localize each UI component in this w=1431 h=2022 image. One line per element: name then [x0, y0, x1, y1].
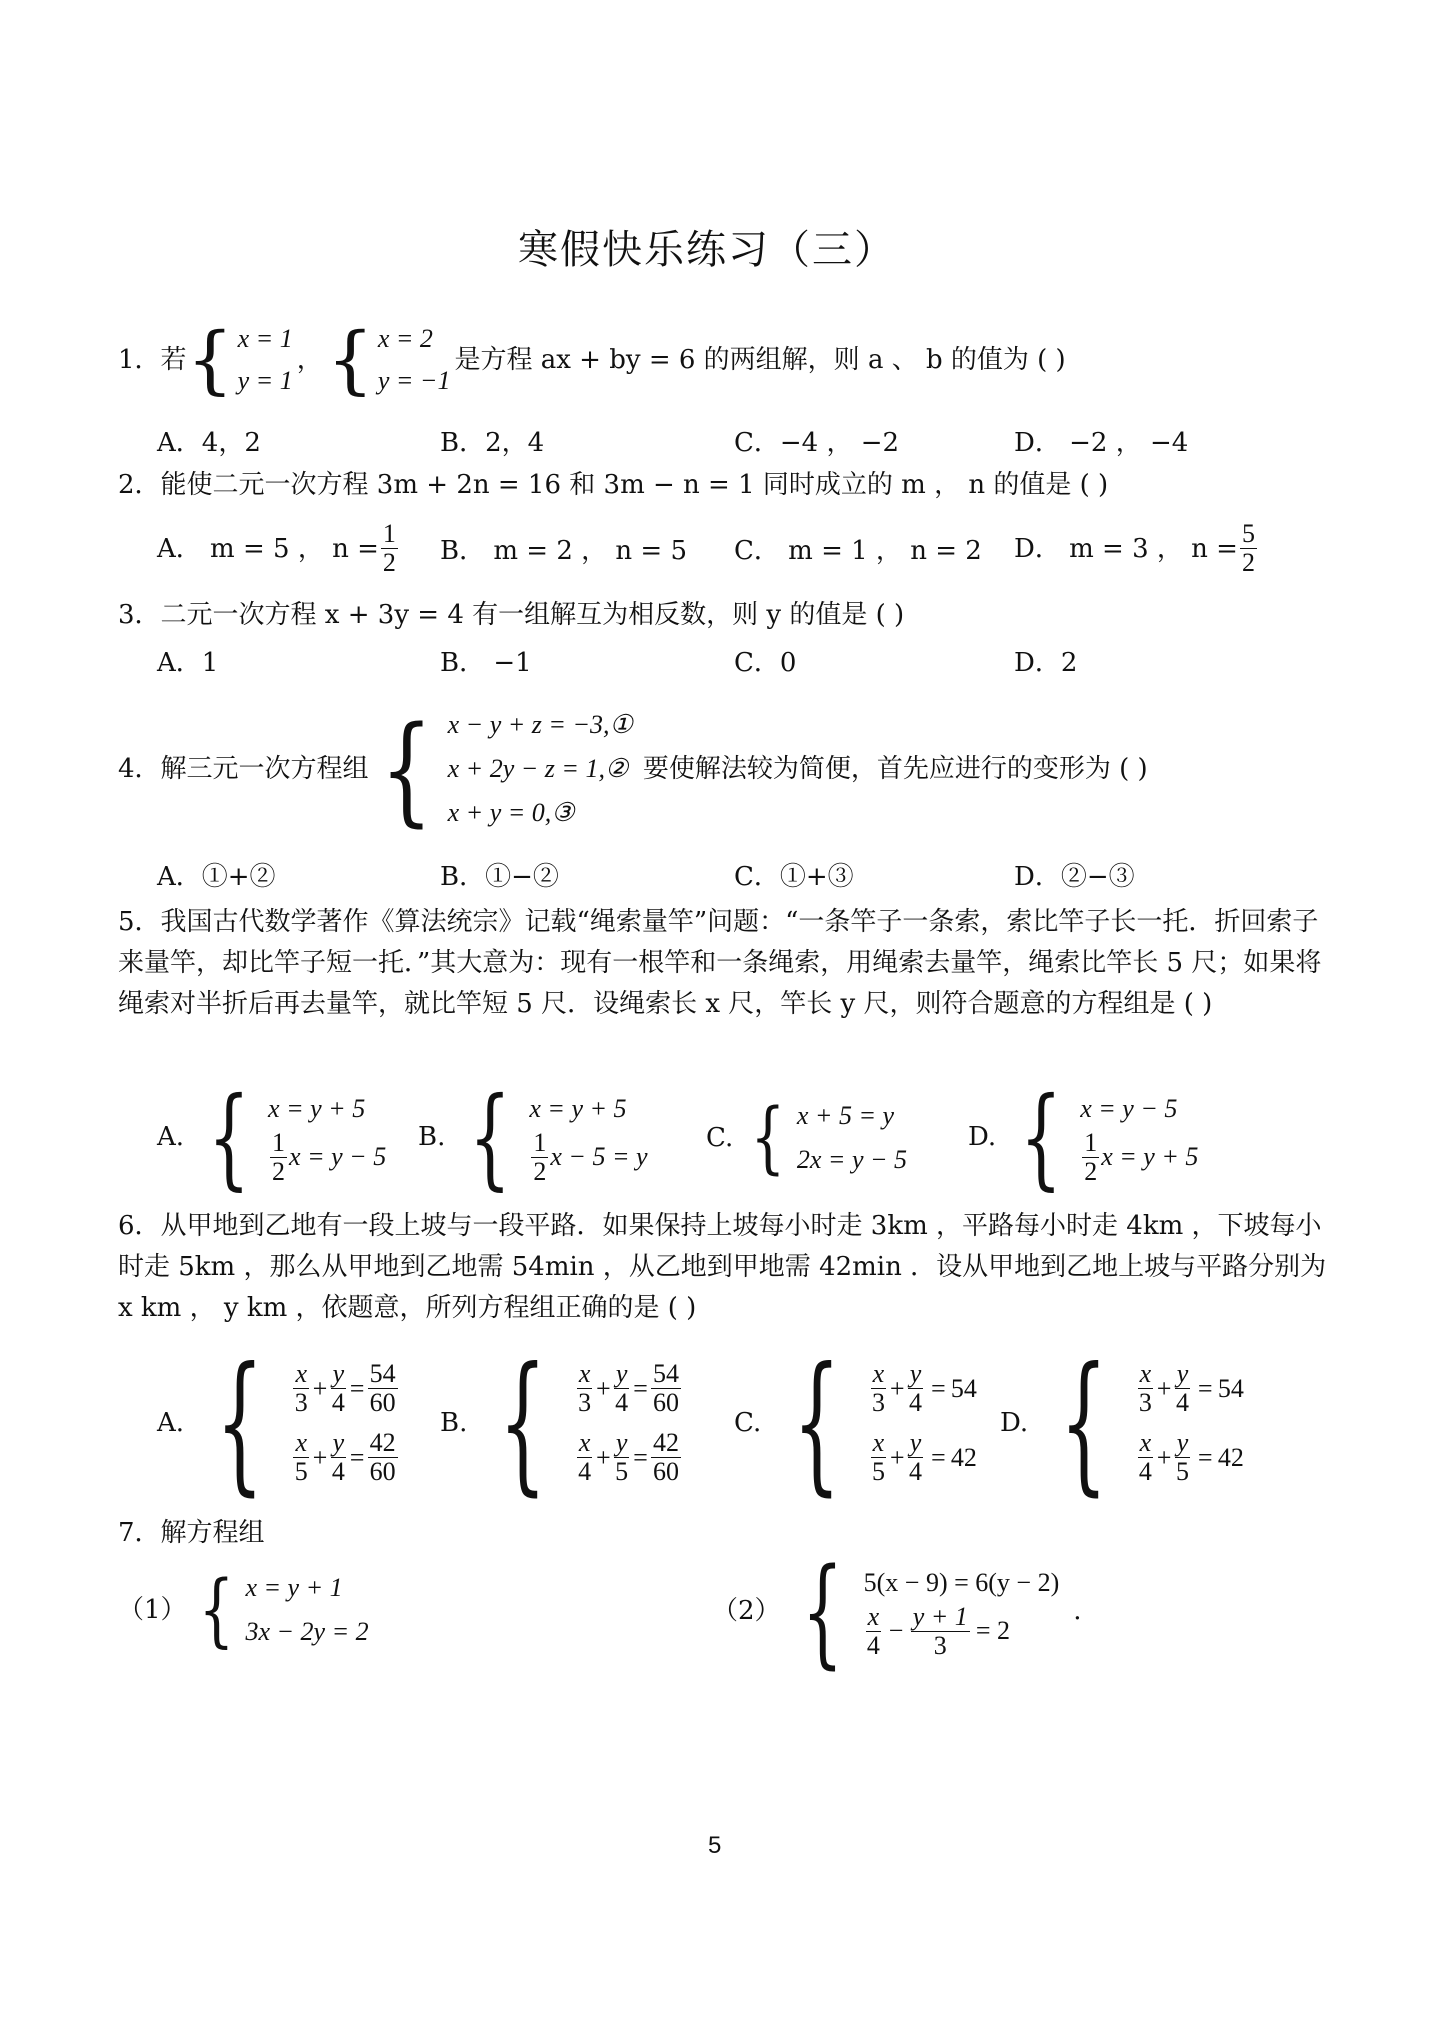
q1-option-d: D． −2 ， −4: [1014, 428, 1189, 458]
fraction: $\frac{5}{2}$: [1241, 519, 1255, 577]
question-4: 4．解三元一次方程组 { x − y + z = −3,① x + 2y − z = 1,② x + y = 0,③ 要使解法较为简便，首先应进行的变形为 ( ): [118, 700, 1148, 838]
q1-option-c: C．−4 ， −2: [734, 428, 900, 458]
q4-option-d: D．②−③: [1014, 862, 1135, 892]
q3-option-d: D．2: [1014, 648, 1078, 678]
question-3: 3．二元一次方程 x + 3y = 4 有一组解互为相反数，则 y 的值是 ( ): [118, 600, 905, 630]
q6-option-d: D. { $\frac{x}{3}$ + $\frac{y}{4}$ = 54 $\frac{x}{4}$ + $\frac{y}{5}$ = 42: [1000, 1336, 1244, 1510]
q7-part-1: （1） { x = y + 1 3x − 2y = 2: [118, 1563, 369, 1656]
fraction-half: $\frac{1}{2}$: [1084, 1127, 1098, 1186]
page-number: 5: [708, 1832, 722, 1859]
page-title: 寒假快乐练习（三）: [518, 227, 896, 273]
q2-option-b: B． m = 2 ， n = 5: [440, 536, 688, 566]
question-7: 7．解方程组: [118, 1518, 265, 1548]
fraction-half: $\frac{1}{2}$: [272, 1127, 286, 1186]
fraction-half: $\frac{1}{2}$: [533, 1127, 547, 1186]
fraction: $\frac{1}{2}$: [382, 519, 396, 577]
equation-system-1a: { x = 1 y = 1: [186, 317, 293, 403]
q2-option-d: D． m = 3 ， n = $\frac{5}{2}$: [1014, 519, 1255, 577]
q5-option-c: C. { x + 5 = y 2x = y − 5: [706, 1093, 908, 1183]
q2-option-a: A． m = 5 ， n = $\frac{1}{2}$: [157, 519, 396, 577]
question-2: 2．能使二元一次方程 3m + 2n = 16 和 3m − n = 1 同时成立的 m ， n 的值是 ( ): [118, 470, 1109, 500]
q4-option-a: A．①+②: [157, 862, 276, 892]
q5-option-a: A. { x = y + 5 $\frac{1}{2}$ x = y − 5: [157, 1073, 387, 1201]
q1-option-a: A．4，2: [157, 428, 261, 458]
q1-option-b: B．2，4: [440, 428, 545, 458]
q5-option-b: B. { x = y + 5 $\frac{1}{2}$ x − 5 = y: [418, 1073, 648, 1201]
question-1-number: 1．若: [118, 345, 187, 375]
q4-option-b: B．①−②: [440, 862, 559, 892]
q4-option-c: C．①+③: [734, 862, 854, 892]
q6-option-b: B. { $\frac{x}{3}$ + $\frac{y}{4}$ = $\frac{54}{60}$ $\frac{x}{4}$ + $\frac{y}{5}$ = $\frac{42}{60}$: [440, 1336, 679, 1510]
q6-option-c: C. { $\frac{x}{3}$ + $\frac{y}{4}$ = 54 $\frac{x}{5}$ + $\frac{y}{4}$ = 42: [734, 1336, 977, 1510]
q3-option-c: C．0: [734, 648, 797, 678]
q3-option-b: B． −1: [440, 648, 532, 678]
question-1: 1．若 { x = 1 y = 1 ， { x = 2 y = −1 是方程 ax + by = 6 的两组解，则 a 、 b 的值为 ( ): [118, 317, 1066, 403]
equation-system-4: { x − y + z = −3,① x + 2y − z = 1,② x + y = 0,③: [379, 700, 633, 838]
equation-system-1b: { x = 2 y = −1: [326, 317, 451, 403]
q5-option-d: D. { x = y − 5 $\frac{1}{2}$ x = y + 5: [968, 1073, 1199, 1201]
question-6: 6．从甲地到乙地有一段上坡与一段平路．如果保持上坡每小时走 3km ，平路每小时走 4km ，下坡每小时走 5km ，那么从甲地到乙地需 54min ，从乙地到甲地需 42min ．设从甲地到乙地上坡与平路分别为 x km ， y km ，依题意，所列方程组正确的是 ( ): [118, 1211, 1327, 1323]
q6-option-a: A. { $\frac{x}{3}$ + $\frac{y}{4}$ = $\frac{54}{60}$ $\frac{x}{5}$ + $\frac{y}{4}$ = $\frac{42}{60}$: [157, 1336, 396, 1510]
q7-part-2: （2） { 5(x − 9) = 6(y − 2) $\frac{x}{4}$ − $\frac{y + 1}{3}$ = 2 .: [712, 1542, 1082, 1680]
question-5: 5．我国古代数学著作《算法统宗》记载“绳索量竿”问题：“一条竿子一条索，索比竿子长一托．折回索子来量竿，却比竿子短一托．”其大意为：现有一根竿和一条绳索，用绳索去量竿，绳索比竿长 5 尺；如果将绳索对半折后再去量竿，就比竿短 5 尺．设绳索长 x 尺，竿长 y 尺，则符合题意的方程组是 ( ): [118, 907, 1322, 1019]
question-1-text: 是方程 ax + by = 6 的两组解，则 a 、 b 的值为 ( ): [454, 345, 1066, 375]
q2-option-c: C． m = 1 ， n = 2: [734, 536, 982, 566]
q3-option-a: A．1: [157, 648, 219, 678]
